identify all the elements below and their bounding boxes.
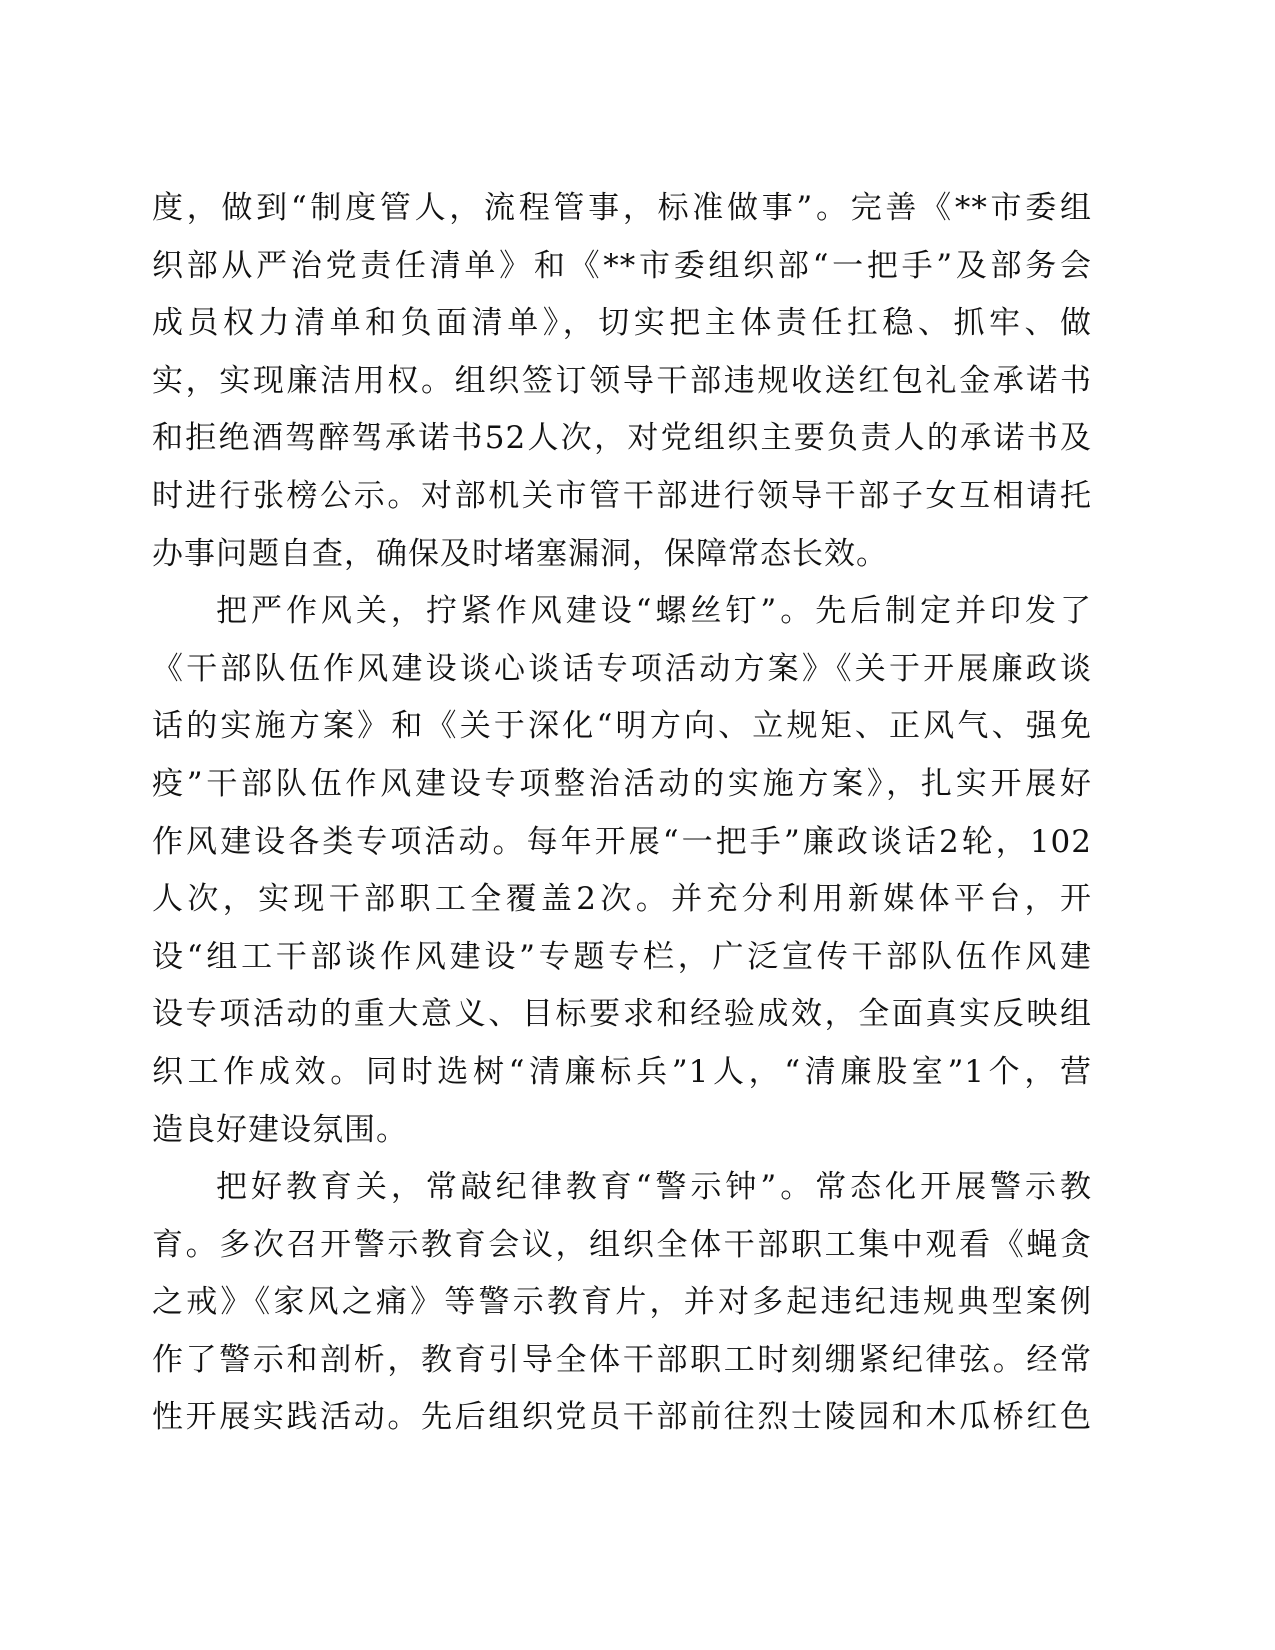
text-line: 和拒绝酒驾醉驾承诺书52人次，对党组织主要负责人的承诺书及 bbox=[152, 420, 1092, 457]
text-line: 育。多次召开警示教育会议，组织全体干部职工集中观看《蝇贪 bbox=[152, 1226, 1092, 1263]
text-line: 作了警示和剖析，教育引导全体干部职工时刻绷紧纪律弦。经常 bbox=[152, 1341, 1092, 1378]
text-line: 之戒》《家风之痛》等警示教育片，并对多起违纪违规典型案例 bbox=[152, 1284, 1092, 1321]
text-line: 实，实现廉洁用权。组织签订领导干部违规收送红包礼金承诺书 bbox=[152, 362, 1092, 399]
text-line: 疫”干部队伍作风建设专项整治活动的实施方案》，扎实开展好 bbox=[152, 765, 1092, 802]
text-line: 办事问题自查，确保及时堵塞漏洞，保障常态长效。 bbox=[152, 535, 888, 572]
text-line: 性开展实践活动。先后组织党员干部前往烈士陵园和木瓜桥红色 bbox=[152, 1399, 1092, 1436]
text-line: 造良好建设氛围。 bbox=[152, 1111, 408, 1148]
text-line: 设专项活动的重大意义、目标要求和经验成效，全面真实反映组 bbox=[152, 996, 1092, 1033]
text-line: 设“组工干部谈作风建设”专题专栏，广泛宣传干部队伍作风建 bbox=[152, 938, 1092, 975]
body-text bbox=[152, 180, 1092, 1447]
text-line: 成员权力清单和负面清单》，切实把主体责任扛稳、抓牢、做 bbox=[152, 305, 1092, 342]
text-line: 时进行张榜公示。对部机关市管干部进行领导干部子女互相请托 bbox=[152, 477, 1092, 514]
text-line: 织工作成效。同时选树“清廉标兵”1人，“清廉股室”1个，营 bbox=[152, 1053, 1092, 1090]
text-line: 话的实施方案》和《关于深化“明方向、立规矩、正风气、强免 bbox=[152, 708, 1092, 745]
text-line: 《干部队伍作风建设谈心谈话专项活动方案》《关于开展廉政谈 bbox=[152, 650, 1092, 687]
text-line: 织部从严治党责任清单》和《**市委组织部“一把手”及部务会 bbox=[152, 247, 1092, 284]
paragraph-heading-line: 把好教育关，常敲纪律教育“警示钟”。常态化开展警示教 bbox=[216, 1169, 1092, 1206]
text-line: 人次，实现干部职工全覆盖2次。并充分利用新媒体平台，开 bbox=[152, 881, 1092, 918]
text-line: 度，做到“制度管人，流程管事，标准做事”。完善《**市委组 bbox=[152, 190, 1092, 226]
paragraph-heading-line: 把严作风关，拧紧作风建设“螺丝钉”。先后制定并印发了 bbox=[216, 593, 1092, 630]
text-line: 作风建设各类专项活动。每年开展“一把手”廉政谈话2轮，102 bbox=[152, 823, 1092, 860]
